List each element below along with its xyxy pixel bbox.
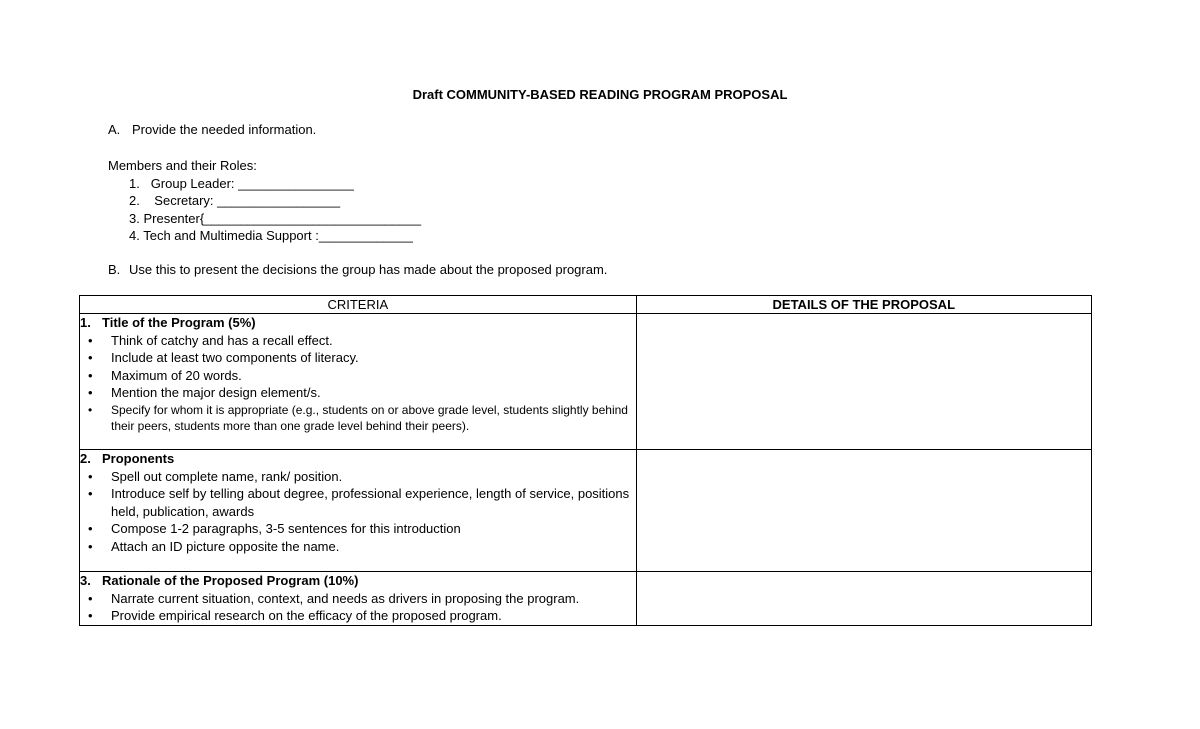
list-item bbox=[80, 468, 636, 486]
criteria-bullet-list bbox=[80, 590, 636, 625]
bullet-text: Include at least two components of literacy. bbox=[111, 350, 359, 365]
criteria-bullet-list bbox=[80, 468, 636, 556]
role-label: Secretary: bbox=[154, 193, 218, 208]
proposal-table bbox=[79, 295, 1092, 626]
details-cell-title[interactable] bbox=[636, 314, 1091, 450]
bullet-icon: • bbox=[88, 608, 93, 623]
list-item bbox=[80, 590, 636, 608]
bullet-text: Specify for whom it is appropriate (e.g., students on or above grade level, students slightly behind their peers, students more than one grade level behind their peers). bbox=[111, 402, 628, 433]
role-tech-multimedia bbox=[108, 227, 421, 245]
role-blank-line[interactable]: ______________________________ bbox=[204, 210, 422, 226]
section-a bbox=[108, 122, 316, 137]
bullet-text: Mention the major design element/s. bbox=[111, 385, 321, 400]
criteria-title bbox=[80, 450, 636, 468]
bullet-text: Provide empirical research on the efficacy of the proposed program. bbox=[111, 608, 502, 623]
role-presenter bbox=[108, 210, 421, 228]
role-blank-line[interactable]: _____________ bbox=[318, 228, 413, 243]
criteria-number: 3. bbox=[80, 573, 91, 588]
list-item bbox=[80, 607, 636, 625]
bullet-text: Attach an ID picture opposite the name. bbox=[111, 538, 340, 554]
criteria-header: CRITERIA bbox=[80, 296, 637, 314]
members-roles-heading: Members and their Roles: bbox=[108, 158, 257, 173]
criteria-cell-rationale bbox=[80, 572, 637, 626]
bullet-text: Compose 1-2 paragraphs, 3-5 sentences for this introduction bbox=[111, 521, 461, 536]
bullet-icon: • bbox=[88, 590, 93, 606]
list-item bbox=[80, 485, 636, 520]
members-roles-block bbox=[108, 157, 421, 245]
bullet-text: Narrate current situation, context, and needs as drivers in proposing the program. bbox=[111, 590, 580, 606]
role-number: 4. bbox=[129, 228, 140, 243]
criteria-title-text: Rationale of the Proposed Program (10%) bbox=[102, 573, 359, 588]
criteria-number: 1. bbox=[80, 315, 91, 330]
bullet-text: Think of catchy and has a recall effect. bbox=[111, 332, 333, 348]
details-cell-rationale[interactable] bbox=[636, 572, 1091, 626]
role-group-leader bbox=[108, 175, 421, 193]
bullet-icon: • bbox=[88, 367, 93, 383]
role-number: 2. bbox=[129, 193, 140, 208]
document-title: Draft COMMUNITY-BASED READING PROGRAM PROPOSAL bbox=[412, 87, 788, 102]
bullet-text: Maximum of 20 words. bbox=[111, 367, 242, 383]
list-item bbox=[80, 384, 636, 402]
role-number: 1. bbox=[129, 175, 140, 191]
details-cell-proponents[interactable] bbox=[636, 450, 1091, 572]
list-item bbox=[80, 520, 636, 538]
criteria-cell-proponents bbox=[80, 450, 637, 572]
criteria-cell-title bbox=[80, 314, 637, 450]
list-item bbox=[80, 367, 636, 385]
role-number: 3. bbox=[129, 210, 140, 226]
role-secretary bbox=[108, 192, 421, 210]
criteria-title-text: Proponents bbox=[102, 451, 175, 466]
list-item bbox=[80, 538, 636, 556]
role-blank-line[interactable]: _________________ bbox=[217, 193, 341, 208]
section-b-text: Use this to present the decisions the group has made about the proposed program. bbox=[129, 262, 608, 277]
bullet-text: Spell out complete name, rank/ position. bbox=[111, 468, 343, 484]
bullet-icon: • bbox=[88, 468, 93, 484]
table-header-row bbox=[80, 296, 1092, 314]
bullet-icon: • bbox=[88, 521, 93, 536]
section-a-marker: A. bbox=[108, 122, 121, 137]
section-b-marker: B. bbox=[108, 262, 121, 277]
criteria-title bbox=[80, 314, 636, 332]
list-item bbox=[80, 349, 636, 367]
bullet-icon: • bbox=[88, 486, 93, 501]
list-item bbox=[80, 332, 636, 350]
bullet-icon: • bbox=[88, 538, 93, 554]
bullet-icon: • bbox=[88, 402, 93, 417]
bullet-icon: • bbox=[88, 385, 93, 400]
criteria-title bbox=[80, 572, 636, 590]
bullet-text: Introduce self by telling about degree, professional experience, length of service, positions held, publication, awards bbox=[111, 486, 630, 519]
role-label: Tech and Multimedia Support : bbox=[143, 228, 319, 243]
details-header: DETAILS OF THE PROPOSAL bbox=[636, 296, 1091, 314]
criteria-title-text: Title of the Program (5%) bbox=[102, 315, 256, 330]
list-item bbox=[80, 402, 636, 434]
table-row bbox=[80, 450, 1092, 572]
table-row bbox=[80, 314, 1092, 450]
role-blank-line[interactable]: ________________ bbox=[238, 175, 354, 191]
table-row bbox=[80, 572, 1092, 626]
bullet-icon: • bbox=[88, 332, 93, 348]
role-label: Presenter{ bbox=[143, 210, 205, 226]
section-b bbox=[108, 262, 607, 277]
section-a-text: Provide the needed information. bbox=[132, 122, 317, 137]
criteria-number: 2. bbox=[80, 451, 91, 466]
role-label: Group Leader: bbox=[150, 175, 239, 191]
bullet-icon: • bbox=[88, 350, 93, 365]
criteria-bullet-list bbox=[80, 332, 636, 434]
